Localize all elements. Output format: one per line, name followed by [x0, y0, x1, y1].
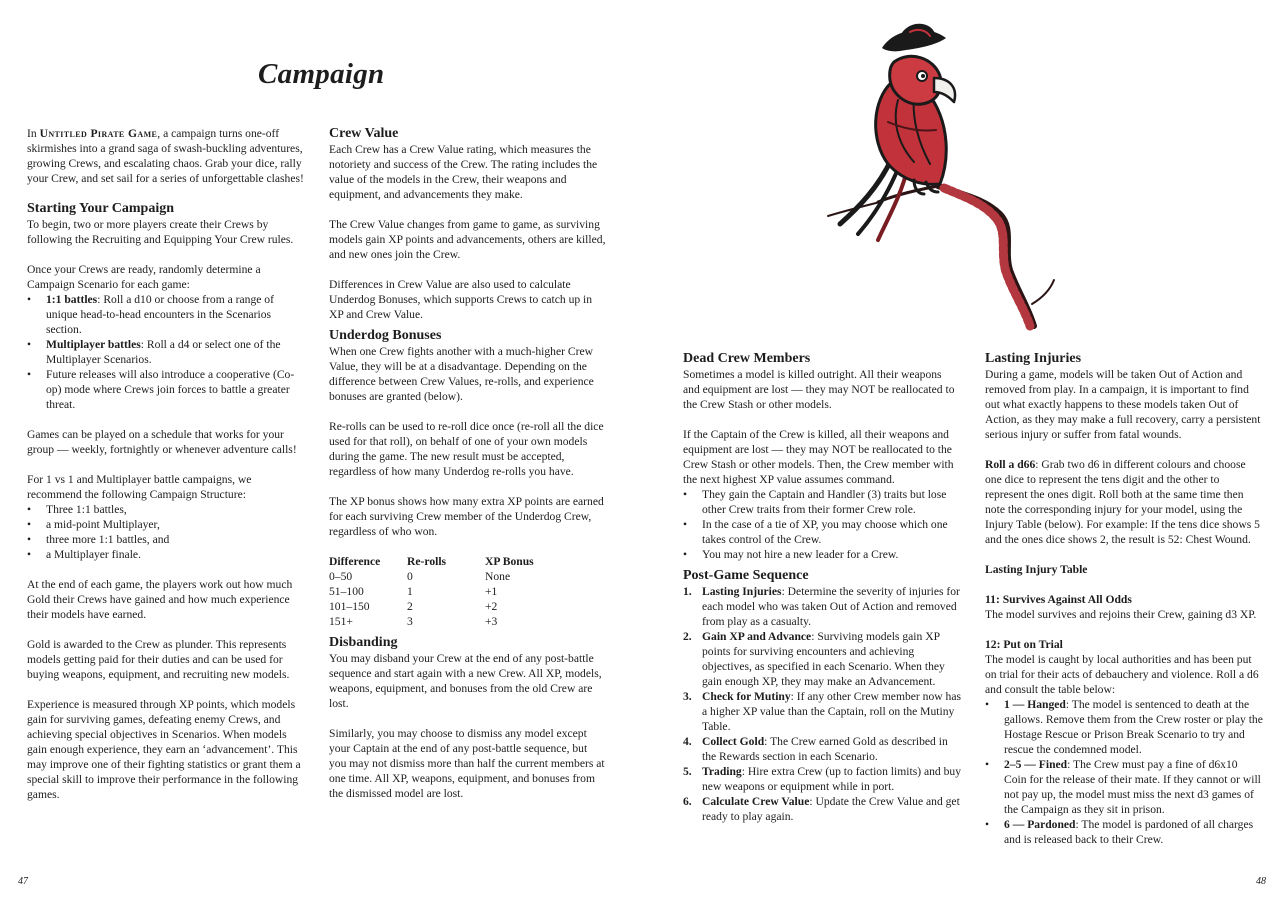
starting-paragraph-5: At the end of each game, the players work out how much Gold their Crews have gained and how much experience their models have earned. — [27, 578, 293, 621]
page-number-left: 47 — [18, 876, 28, 887]
table-cell: 0 — [407, 570, 413, 583]
list-item: • a Multiplayer finale. — [27, 547, 305, 562]
list-item: • You may not hire a new leader for a Crew. — [683, 547, 961, 562]
campaign-structure-list — [27, 502, 305, 562]
post-game-list — [683, 584, 961, 824]
injury-11-text: The model survives and rejoins their Crew, gaining d3 XP. — [985, 608, 1257, 621]
list-item: • 1 — Hanged: The model is sentenced to death at the gallows. Remove them from the Crew roster or play the Hostage Rescue or Prison Break Scenario to try and rescue the condemned model. — [985, 697, 1263, 757]
lasting-paragraph-1: During a game, models will be taken Out of Action and removed from play. In a campaign, it is important to find out what exactly happens to these models taken Out of Action, as they may make a full recovery, carry a persistent serious injury or suffer from fatal wounds. — [985, 368, 1261, 441]
table-cell: +3 — [485, 615, 498, 628]
underdog-heading: Underdog Bonuses — [329, 328, 442, 343]
list-item: 5. Trading: Hire extra Crew (up to faction limits) and buy new weapons or equipment while in port. — [683, 765, 961, 793]
crew-value-paragraph-2: The Crew Value changes from game to game, as surviving models gain XP points and advancements, others are killed, and new ones join the Crew. — [329, 218, 606, 261]
disbanding-heading: Disbanding — [329, 635, 398, 650]
table-row — [329, 584, 534, 599]
column-4 — [985, 351, 1263, 862]
underdog-paragraph-3: The XP bonus shows how many extra XP points are earned for each surviving Crew member of the Underdog Crew, regardless of who won. — [329, 495, 604, 538]
starting-paragraph-3: Games can be played on a schedule that works for your group — weekly, fortnightly or whenever adventure calls! — [27, 428, 297, 456]
roll-d66-paragraph: Roll a d66: Grab two d6 in different colours and choose one dice to represent the tens digit and the other to represent the ones digit. Roll both at the same time then note the corresponding injury for your model, using the Injury Table (below). For example: If the tens dice shows 5 and the ones dice shows 2, the result is 52: Chest Wound. — [985, 458, 1260, 546]
table-cell: 101–150 — [329, 600, 370, 613]
injury-11-heading: 11: Survives Against All Odds — [985, 593, 1132, 606]
starting-paragraph-6: Gold is awarded to the Crew as plunder. This represents models getting paid for their duties and can be used for buying weapons, equipment, and recruiting new models. — [27, 638, 290, 681]
page-title: Campaign — [258, 58, 385, 90]
table-cell: 2 — [407, 600, 413, 613]
table-header-row — [329, 554, 534, 569]
list-item: • In the case of a tie of XP, you may choose which one takes control of the Crew. — [683, 517, 961, 547]
table-cell: None — [485, 570, 511, 583]
dead-crew-paragraph-2: If the Captain of the Crew is killed, all their weapons and equipment are lost — they may NOT be reallocated to the Crew Stash or other models. Then, the Crew member with the next highest XP value assumes command. — [683, 428, 954, 486]
table-cell: 51–100 — [329, 585, 364, 598]
table-cell: +2 — [485, 600, 498, 613]
list-item: • Future releases will also introduce a cooperative (Co-op) mode where Crews join forces to battle a greater threat. — [27, 367, 305, 412]
starting-paragraph-1: To begin, two or more players create their Crews by following the Recruiting and Equipping Your Crew rules. — [27, 218, 294, 246]
table-cell: 3 — [407, 615, 413, 628]
list-item: • 1:1 battles: Roll a d10 or choose from a range of unique head-to-head encounters in the Scenarios section. — [27, 292, 305, 337]
list-item: 1. Lasting Injuries: Determine the severity of injuries for each model who was taken Out of Action and removed from play as a casualty. — [683, 585, 960, 628]
list-item: • They gain the Captain and Handler (3) traits but lose other Crew traits from their former Crew role. — [683, 487, 961, 517]
disbanding-paragraph-2: Similarly, you may choose to dismiss any model except your Captain at the end of any post-battle sequence, but you may not dismiss more than half the current members at one time. All XP, weapons, equipment, and bonuses from the dismissed model are lost. — [329, 727, 605, 800]
list-item: 3. Check for Mutiny: If any other Crew member now has a higher XP value than the Captain, roll on the Mutiny Table. — [683, 690, 961, 733]
list-item: • three more 1:1 battles, and — [27, 532, 305, 547]
crew-value-heading: Crew Value — [329, 126, 399, 141]
table-row — [329, 569, 534, 584]
crew-value-paragraph-3: Differences in Crew Value are also used to calculate Underdog Bonuses, which supports Crews to catch up in XP and Crew Value. — [329, 278, 593, 321]
injury-table-heading: Lasting Injury Table — [985, 563, 1088, 576]
lasting-injuries-heading: Lasting Injuries — [985, 351, 1082, 366]
dead-crew-paragraph-1: Sometimes a model is killed outright. All their weapons and equipment are lost — they may NOT be reallocated to the Crew Stash or other models. — [683, 368, 955, 411]
page-number-right: 48 — [1256, 876, 1266, 887]
starting-paragraph-4: For 1 vs 1 and Multiplayer battle campaigns, we recommend the following Campaign Structure: — [27, 473, 252, 501]
captain-killed-list — [683, 487, 961, 562]
table-cell: +1 — [485, 585, 498, 598]
column-header: Difference — [329, 555, 381, 568]
underdog-paragraph-2: Re-rolls can be used to re-roll dice once (re-roll all the dice used for that roll), on behalf of one of your own models during the game. The new result must be accepted, regardless of how many Underdog re-rolls you have. — [329, 420, 604, 478]
table-row — [329, 614, 534, 629]
underdog-paragraph-1: When one Crew fights another with a much-higher Crew Value, they will be at a disadvantage. Depending on the difference between Crew Values, re-rolls, and experience bonuses are granted (below). — [329, 345, 594, 403]
table-cell: 1 — [407, 585, 413, 598]
dead-crew-heading: Dead Crew Members — [683, 351, 811, 366]
list-item: 2. Gain XP and Advance: Surviving models gain XP points for surviving encounters and achieving objectives, as specified in each Scenario. When they gain enough XP, they may make an Advancement. — [683, 630, 945, 688]
table-row — [329, 599, 534, 614]
post-game-heading: Post-Game Sequence — [683, 568, 809, 583]
starting-paragraph-7: Experience is measured through XP points, which models gain for surviving games, defeating enemy Crews, and achieving special objectives in Scenarios. When models gain enough experience, they earn an ‘advancement’. This may improve one of their fighting statistics or grant them a special skill to improve their performance in the following games. — [27, 698, 301, 801]
trial-outcomes-list — [985, 697, 1263, 847]
scenario-list — [27, 292, 305, 412]
column-header: XP Bonus — [485, 555, 534, 568]
injury-12-heading: 12: Put on Trial — [985, 638, 1063, 651]
column-header: Re-rolls — [407, 555, 447, 568]
parrot-illustration-icon — [818, 18, 1062, 332]
column-3 — [683, 351, 961, 824]
underdog-table — [329, 554, 534, 629]
crew-value-paragraph-1: Each Crew has a Crew Value rating, which measures the notoriety and success of the Crew. The rating includes the value of the models in the Crew, their weapons and equipment, and advancements they make. — [329, 143, 598, 201]
injury-12-text: The model is caught by local authorities and has been put on trial for their acts of debauchery and violence. Roll a d6 and consult the table below: — [985, 653, 1259, 696]
table-cell: 0–50 — [329, 570, 353, 583]
list-item: 4. Collect Gold: The Crew earned Gold as described in the Rewards section in each Scenario. — [683, 735, 948, 763]
game-name: Untitled Pirate Game — [39, 127, 158, 140]
list-item: • a mid-point Multiplayer, — [27, 517, 305, 532]
list-item: • 6 — Pardoned: The model is pardoned of all charges and is released back to their Crew. — [985, 817, 1263, 847]
list-item: • Three 1:1 battles, — [27, 502, 305, 517]
column-1 — [27, 126, 305, 817]
starting-campaign-heading: Starting Your Campaign — [27, 201, 175, 216]
starting-paragraph-2: Once your Crews are ready, randomly determine a Campaign Scenario for each game: — [27, 263, 261, 291]
intro-paragraph: In Untitled Pirate Game, a campaign turns one-off skirmishes into a grand saga of swash-buckling adventures, growing Crews, and escalating chaos. Grab your dice, rally your Crew, and set sail for a series of unforgettable clashes! — [27, 127, 304, 185]
list-item: • 2–5 — Fined: The Crew must pay a fine of d6x10 Coin for the release of their mate. If they cannot or will not pay up, the model must miss the next d3 games of the Campaign as they sit in prison. — [985, 757, 1263, 817]
table-cell: 151+ — [329, 615, 353, 628]
column-2 — [329, 126, 607, 816]
list-item: 6. Calculate Crew Value: Update the Crew Value and get ready to play again. — [683, 795, 960, 823]
disbanding-paragraph-1: You may disband your Crew at the end of any post-battle sequence and start again with a new Crew. All XP, models, weapons, equipment, and bonuses from the old Crew are lost. — [329, 652, 602, 710]
list-item: • Multiplayer battles: Roll a d4 or select one of the Multiplayer Scenarios. — [27, 337, 305, 367]
